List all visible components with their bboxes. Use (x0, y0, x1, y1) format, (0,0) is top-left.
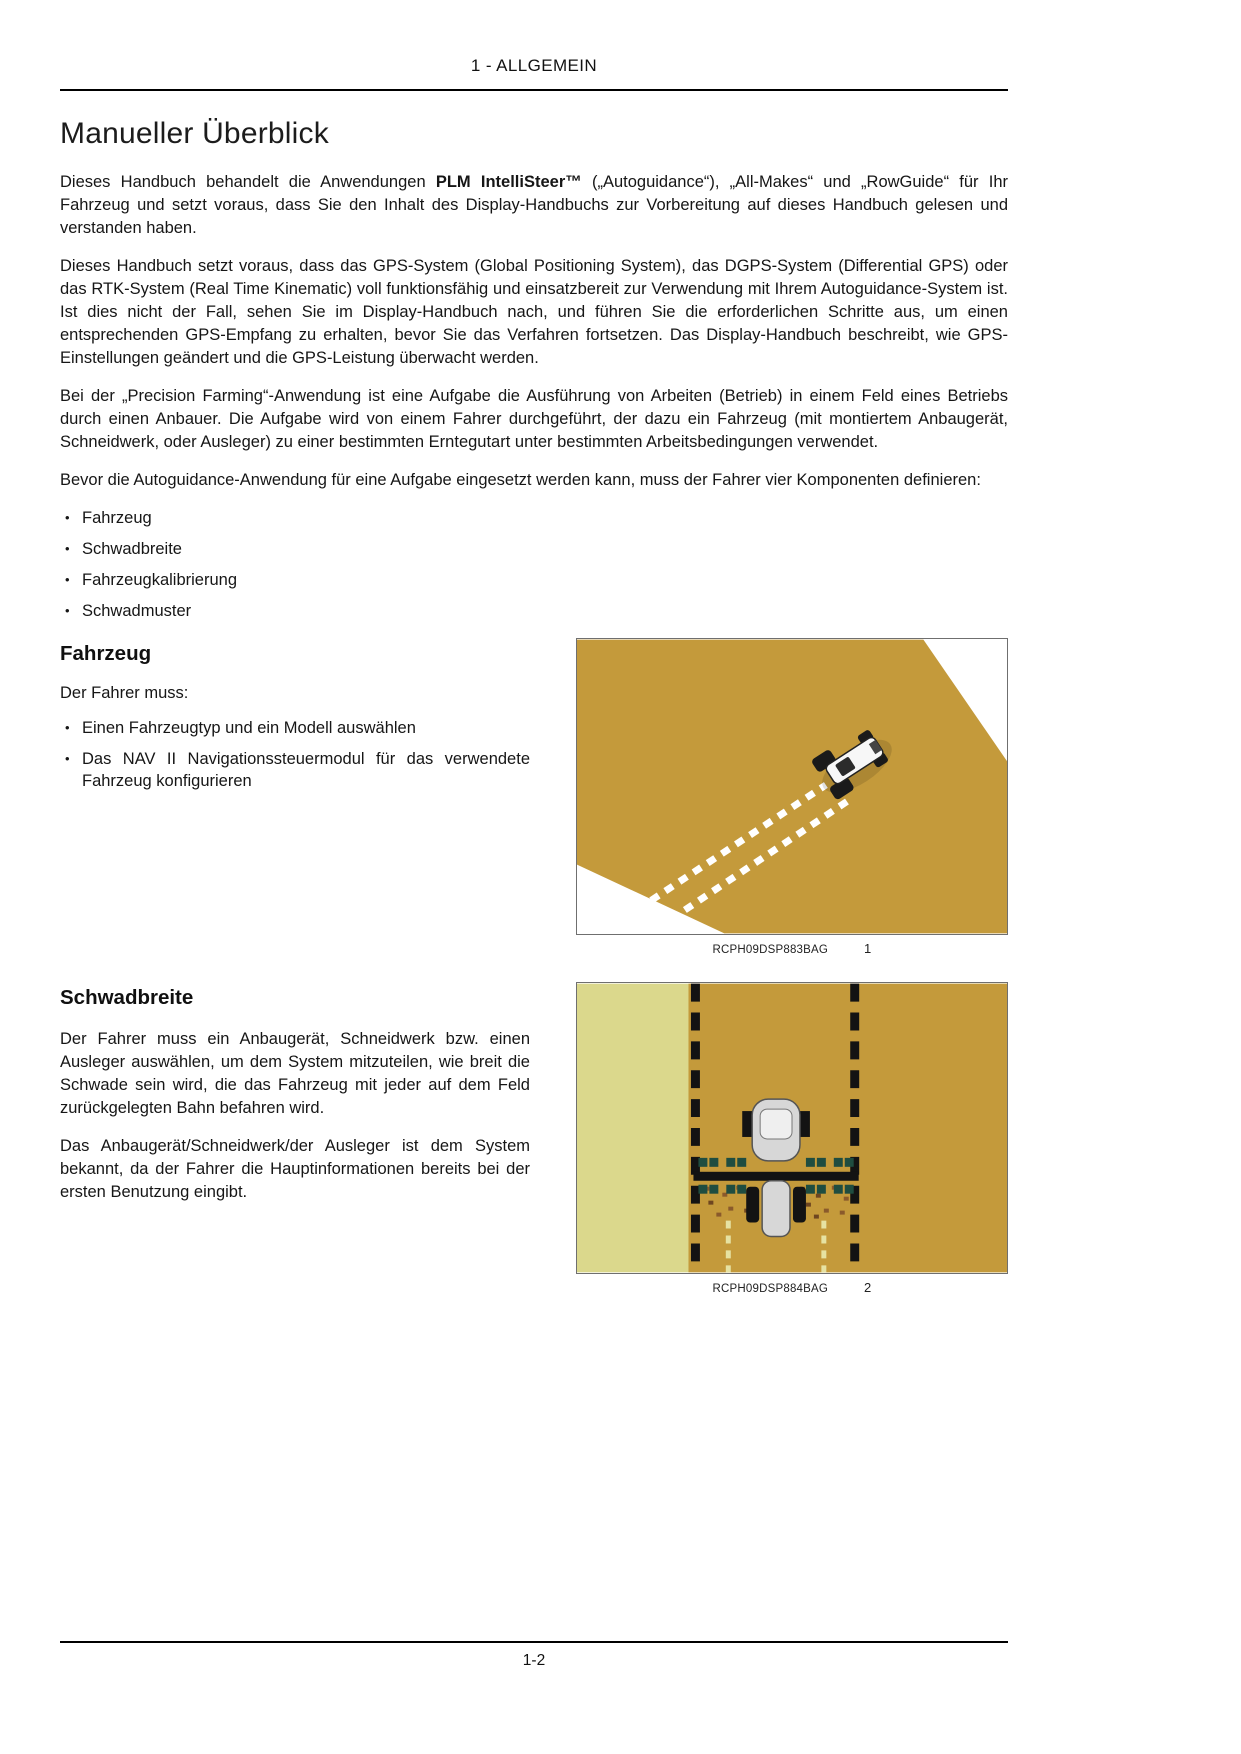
components-list (60, 507, 1008, 622)
text-run: Navigationssteuermodul für das verwendete Fahrzeug konfigurieren (82, 750, 530, 790)
header-rule (60, 89, 1008, 91)
list-item-label: Schwadbreite (82, 540, 182, 558)
figure-1-block (576, 638, 1008, 956)
text-run: („Autoguidance“), „All-Makes“ und „RowGuide“ für Ihr Fahrzeug und setzt voraus, dass Sie den Inhalt des Display-Handbuchs zur Vorbereitung auf dieses Handbuch gelesen und verstanden haben. (60, 173, 1008, 237)
figure-code: RCPH09DSP884BAG (712, 1283, 829, 1295)
list-item (60, 717, 530, 739)
figure-number: 2 (864, 1280, 872, 1295)
list-item-label: Fahrzeugkalibrierung (82, 571, 238, 589)
figure-tractor-field (576, 638, 1008, 935)
schwadbreite-paragraph-2: Das Anbaugerät/Schneidwerk/der Ausleger ist dem System bekannt, da der Fahrer die Hauptinformationen bereits bei der ersten Benutzung eingibt. (60, 1137, 530, 1201)
page-content (60, 0, 1008, 1295)
figure-1-caption (576, 941, 1008, 956)
fahrzeug-task-list (60, 717, 530, 792)
chapter-header: 1 - ALLGEMEIN (470, 56, 598, 75)
figure-code: RCPH09DSP883BAG (712, 944, 829, 956)
text-run-bold: NAV II (122, 750, 177, 768)
bullet-icon: • (65, 751, 70, 766)
figure-2-block (576, 982, 1008, 1295)
paragraph-intro-1 (60, 171, 1008, 240)
bullet-icon: • (65, 720, 70, 735)
page-header (60, 0, 1008, 91)
list-item (60, 748, 530, 792)
paragraph-intro-2: Dieses Handbuch setzt voraus, dass das GPS-System (Global Positioning System), das DGPS-System (Differential GPS) oder das RTK-System (Real Time Kinematic) voll funktionsfähig und einsatzbereit zur Verwendung mit Ihrem Autoguidance-System ist. Ist dies nicht der Fall, sehen Sie im Display-Handbuch nach, und führen Sie die erforderlichen Schritte aus, um einen entsprechenden GPS-Empfang zu erhalten, bevor Sie das Verfahren fortsetzen. Das Display-Handbuch beschreibt, wie GPS-Einstellungen geändert und die GPS-Leistung überwacht werden. (60, 257, 1008, 367)
footer-rule (60, 1641, 1008, 1643)
bullet-icon: • (65, 541, 70, 556)
text-run: Das (82, 750, 123, 768)
section-fahrzeug (60, 638, 1008, 956)
list-item-schwadmuster (60, 600, 1008, 622)
figure-swath-width (576, 982, 1008, 1274)
swath-width-illustration (577, 983, 1007, 1273)
section-heading-fahrzeug: Fahrzeug (60, 642, 152, 665)
section-heading-schwadbreite: Schwadbreite (60, 986, 194, 1009)
figure-2-caption (576, 1280, 1008, 1295)
list-item-label: Einen Fahrzeugtyp und ein Modell auswählen (82, 719, 416, 737)
list-item-fahrzeug (60, 507, 1008, 529)
paragraph-intro-4: Bevor die Autoguidance-Anwendung für eine Aufgabe eingesetzt werden kann, muss der Fahrer vier Komponenten definieren: (60, 471, 981, 489)
tractor-field-illustration (577, 639, 1007, 934)
figure-number: 1 (864, 941, 872, 956)
text-run-bold: PLM IntelliSteer™ (435, 173, 582, 191)
text-run: Dieses Handbuch behandelt die Anwendungen (60, 173, 436, 191)
fahrzeug-lead: Der Fahrer muss: (60, 684, 189, 702)
list-item-fahrzeugkalibrierung (60, 569, 1008, 591)
list-item-label: Fahrzeug (82, 509, 152, 527)
bullet-icon: • (65, 603, 70, 618)
bullet-icon: • (65, 510, 70, 525)
field-shape (577, 640, 1007, 934)
list-item-schwadbreite (60, 538, 1008, 560)
page-footer (60, 1628, 1008, 1670)
implement-toolbar (693, 1172, 858, 1181)
paragraph-intro-3: Bei der „Precision Farming“-Anwendung ist eine Aufgabe die Ausführung von Arbeiten (Betrieb) in einem Feld eines Betriebs durch einen Anbauer. Die Aufgabe wird von einem Fahrer durchgeführt, der dazu ein Fahrzeug (mit montiertem Anbaugerät, Schneidwerk, oder Ausleger) zu einer bestimmten Erntegutart unter bestimmten Arbeitsbedingungen verwendet. (60, 387, 1008, 451)
list-item-label: Schwadmuster (82, 602, 192, 620)
crop-area (688, 984, 1007, 1273)
schwadbreite-paragraph-1: Der Fahrer muss ein Anbaugerät, Schneidwerk bzw. einen Ausleger auswählen, um dem System mitzuteilen, wie breit die Schwade sein wird, die das Fahrzeug mit jeder auf dem Feld zurückgelegten Bahn befahren wird. (60, 1030, 530, 1117)
bullet-icon: • (65, 572, 70, 587)
page-number: 1-2 (522, 1652, 546, 1669)
page-title: Manueller Überblick (60, 117, 329, 150)
section-fahrzeug-text (60, 638, 530, 808)
section-schwadbreite (60, 982, 1008, 1295)
section-schwadbreite-text (60, 982, 530, 1219)
list-item-label (82, 750, 530, 790)
